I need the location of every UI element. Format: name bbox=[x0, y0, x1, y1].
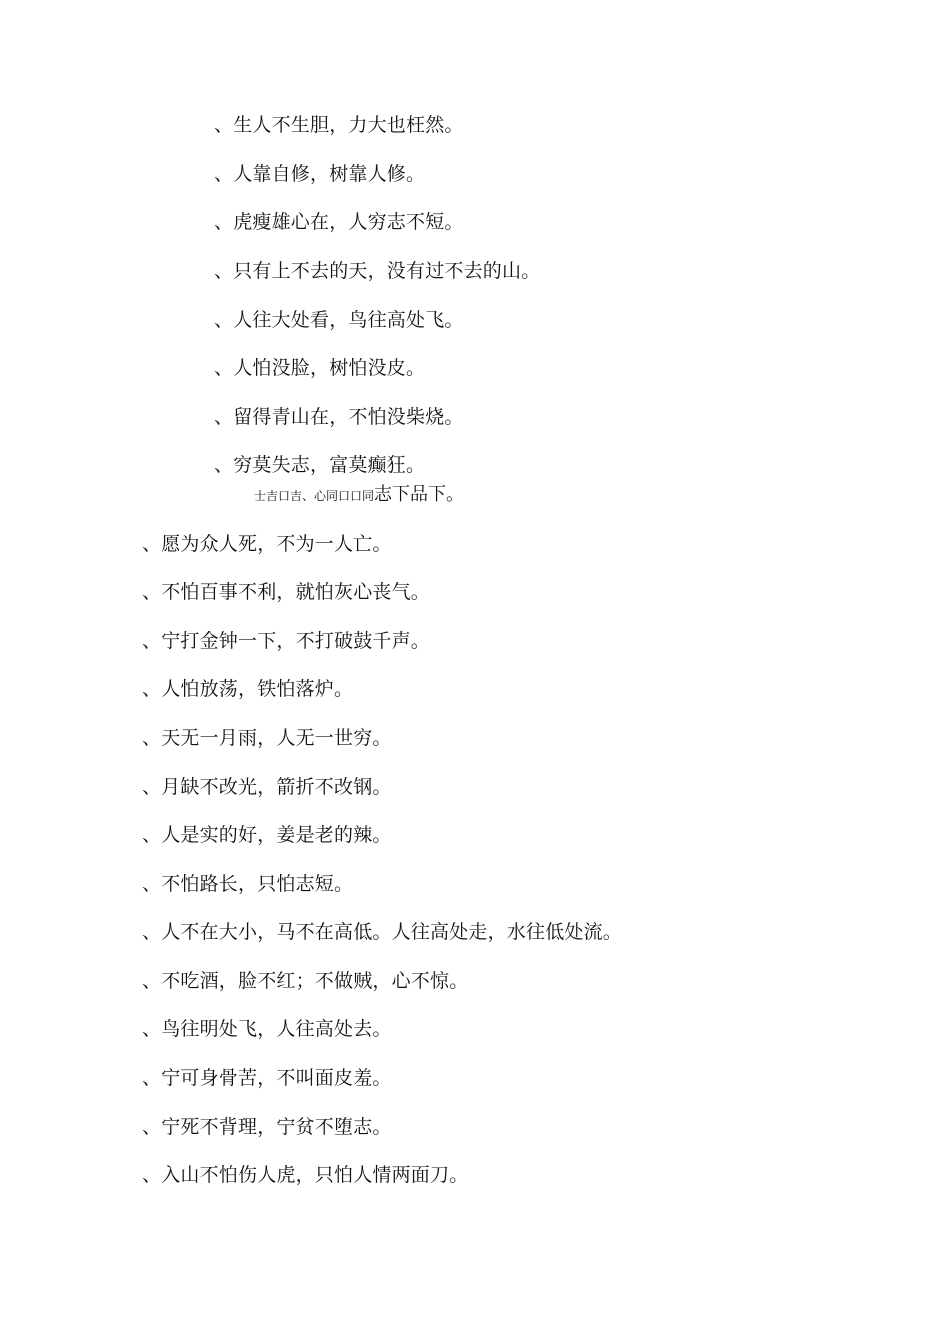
proverb-line: 、只有上不去的天，没有过不去的山。 bbox=[214, 260, 541, 282]
proverb-line: 、人怕放荡，铁怕落炉。 bbox=[142, 678, 354, 700]
proverb-line: 、不怕路长，只怕志短。 bbox=[142, 873, 354, 895]
proverb-line: 、穷莫失志，富莫癫狂。 bbox=[214, 454, 426, 476]
proverb-line: 、人怕没脸，树怕没皮。 bbox=[214, 357, 426, 379]
proverb-line: 、宁打金钟一下，不打破鼓千声。 bbox=[142, 630, 431, 652]
proverb-line: 、不吃酒，脸不红；不做贼，心不惊。 bbox=[142, 970, 469, 992]
proverb-line: 、留得青山在，不怕没柴烧。 bbox=[214, 406, 464, 428]
proverb-line: 、人是实的好，姜是老的辣。 bbox=[142, 824, 392, 846]
garbled-text-small: 士吉口吉、心同口口同 bbox=[254, 489, 375, 503]
proverb-line: 、生人不生胆，力大也枉然。 bbox=[214, 114, 464, 136]
proverb-line: 、入山不怕伤人虎，只怕人情两面刀。 bbox=[142, 1164, 469, 1186]
proverb-line: 、天无一月雨，人无一世穷。 bbox=[142, 727, 392, 749]
proverb-line: 、宁可身骨苦，不叫面皮羞。 bbox=[142, 1067, 392, 1089]
proverb-line: 、不怕百事不利，就怕灰心丧气。 bbox=[142, 581, 431, 603]
proverb-line: 、鸟往明处飞，人往高处去。 bbox=[142, 1018, 392, 1040]
proverb-line: 、愿为众人死，不为一人亡。 bbox=[142, 533, 392, 555]
proverb-line: 、人靠自修，树靠人修。 bbox=[214, 163, 426, 185]
proverb-line: 、月缺不改光，箭折不改钢。 bbox=[142, 776, 392, 798]
proverb-line: 、虎瘦雄心在，人穷志不短。 bbox=[214, 211, 464, 233]
proverb-line: 、人往大处看，鸟往高处飞。 bbox=[214, 309, 464, 331]
proverb-line: 、人不在大小，马不在高低。人往高处走，水往低处流。 bbox=[142, 921, 623, 943]
garbled-text-line bbox=[254, 484, 464, 507]
proverb-line: 、宁死不背理，宁贫不堕志。 bbox=[142, 1116, 392, 1138]
garbled-text-large: 志下品下。 bbox=[374, 484, 465, 505]
